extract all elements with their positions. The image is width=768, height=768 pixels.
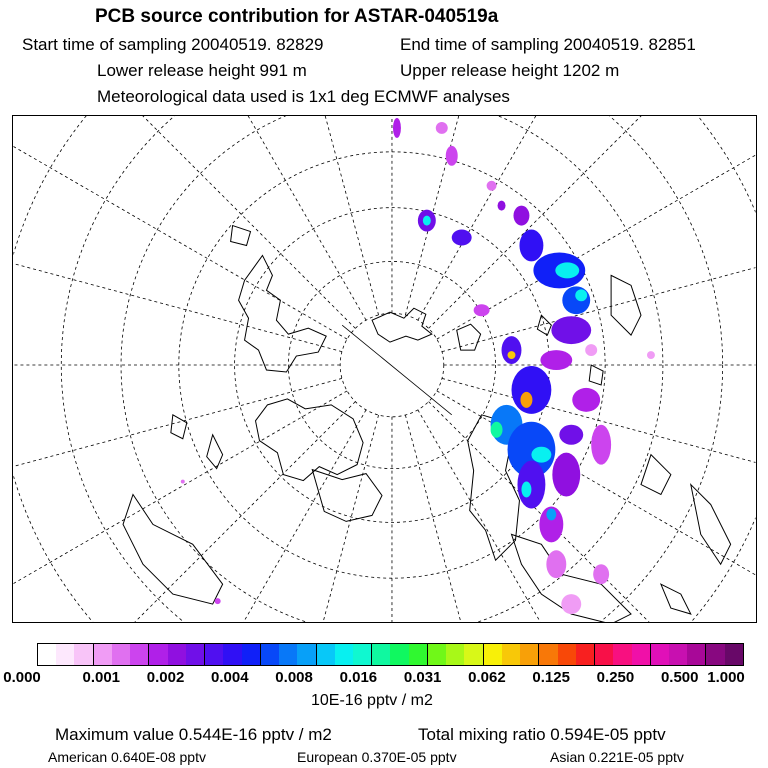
american-contribution-label: American 0.640E-08 pptv [48,749,206,765]
meridian-line [212,415,379,623]
color-scale-tick-label: 0.062 [468,669,506,686]
color-swatch [687,644,706,665]
lower-height-label: Lower release height 991 m [97,61,307,80]
color-swatch [335,644,353,665]
color-scale-tick-label: 0.000 [3,669,41,686]
meridian-line [429,115,757,328]
start-time-label: Start time of sampling 20040519. 82829 [22,35,324,54]
color-swatch [484,644,502,665]
color-swatch [651,644,669,665]
maximum-value-label: Maximum value 0.544E-16 pptv / m2 [55,725,332,744]
color-swatch [520,644,539,665]
map-title: PCB source contribution for ASTAR-040519a [95,6,499,27]
meridian-line [12,115,347,339]
color-scale-tick-label: 0.031 [403,669,442,686]
color-swatch [317,644,335,665]
concentration-plume [181,118,655,614]
color-swatch [464,644,483,665]
color-swatch [74,644,93,665]
color-swatch [223,644,241,665]
meridian-line [12,378,342,545]
color-swatch [428,644,446,665]
color-scale-tick-label: 0.250 [596,669,635,686]
color-swatch [38,644,56,665]
color-scale-tick-label: 0.002 [146,669,185,686]
color-swatch [261,644,279,665]
european-contribution-label: European 0.370E-05 pptv [297,749,457,765]
color-swatch [613,644,631,665]
color-swatch [205,644,223,665]
color-scale-tick-label: 0.016 [339,669,378,686]
polar-map [12,115,757,623]
color-swatch [279,644,297,665]
color-swatch [56,644,74,665]
color-swatch [539,644,557,665]
meridian-line [437,391,757,623]
total-mixing-ratio-label: Total mixing ratio 0.594E-05 pptv [418,725,666,744]
color-scale-tick-label: 0.008 [275,669,313,686]
color-swatch [502,644,520,665]
color-swatch [409,644,428,665]
meridian-line [12,115,355,328]
color-swatch [706,644,724,665]
color-swatch [112,644,130,665]
color-swatch [186,644,205,665]
asian-contribution-label: Asian 0.221E-05 pptv [550,749,684,765]
meridian-line [212,115,379,315]
color-scale-unit: 10E-16 pptv / m2 [311,692,433,709]
color-swatch [576,644,595,665]
meridian-line [12,185,342,352]
color-scale-tick-label: 0.500 [660,669,699,686]
color-swatch [168,644,186,665]
color-scale-tick-label: 1.000 [707,669,745,686]
color-scale-tick-label: 0.001 [82,669,121,686]
upper-height-label: Upper release height 1202 m [400,61,620,80]
color-swatch [130,644,149,665]
color-swatch [669,644,687,665]
color-swatch [242,644,261,665]
color-scale-tick-label: 0.004 [211,669,249,686]
color-swatch [632,644,651,665]
color-swatch [297,644,316,665]
meridian-line [43,115,366,320]
color-scale-tick-label: 0.125 [532,669,570,686]
meridian-line [12,391,347,623]
color-swatch [149,644,167,665]
met-data-label: Meteorological data used is 1x1 deg ECMWF analyses [97,87,510,106]
color-swatch [558,644,576,665]
meridian-lines [12,115,757,623]
latitude-circles [12,115,757,623]
color-swatch [94,644,112,665]
color-swatch [725,644,743,665]
color-swatch [595,644,613,665]
color-swatch [446,644,464,665]
color-swatch [353,644,372,665]
color-swatch [372,644,390,665]
color-swatch [390,644,408,665]
meridian-line [43,410,366,623]
color-scale-bar [37,643,744,666]
end-time-label: End time of sampling 20040519. 82851 [400,35,696,54]
coastlines [123,226,731,623]
